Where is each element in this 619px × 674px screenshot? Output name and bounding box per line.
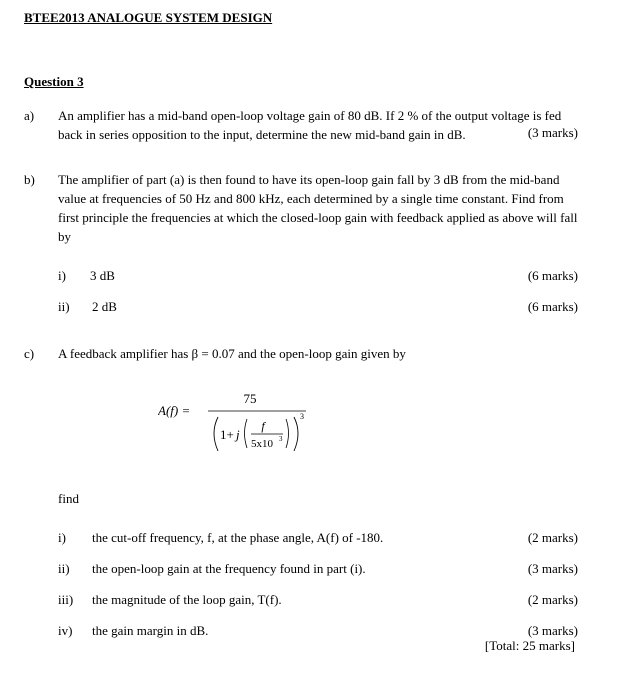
part-c-item-1-text: the cut-off frequency, f, at the phase angle, A(f) of -180. [92, 530, 384, 545]
formula-denom: 5x10 [251, 438, 273, 450]
formula-numerator: 75 [243, 391, 257, 406]
part-a-body: An amplifier has a mid-band open-loop voltage gain of 80 dB. If 2 % of the output voltage is fed back in series opposition to the input, determine the new mid-band gain in dB. [58, 108, 562, 142]
gain-formula [158, 385, 328, 455]
part-c-item-3-num: iii) [58, 592, 74, 607]
course-title: BTEE2013 ANALOGUE SYSTEM DESIGN [24, 10, 273, 25]
part-b-item-1-text: 3 dB [90, 268, 115, 283]
part-c-item-4-text: the gain margin in dB. [92, 623, 209, 638]
inner-paren-right [286, 419, 289, 448]
outer-paren-left [214, 417, 218, 451]
formula-one: 1+ [220, 427, 234, 442]
part-b-item-1-num: i) [58, 268, 66, 283]
formula-j: j [236, 427, 240, 442]
find-label: find [58, 491, 79, 506]
formula-f: f [261, 419, 265, 433]
part-c-item-2-marks: (3 marks) [527, 561, 578, 576]
part-c-item-1-num: i) [58, 530, 66, 545]
part-b-item-1-marks: (6 marks) [527, 268, 578, 283]
part-b-label: b) [24, 172, 35, 187]
part-a-label: a) [24, 108, 35, 123]
part-c-item-1-marks: (2 marks) [527, 530, 578, 545]
part-c-item-2-text: the open-loop gain at the frequency found in part (i). [92, 561, 366, 576]
part-b-text: The amplifier of part (a) is then found to have its open-loop gain fall by 3 dB from the mid-band value at frequencies of 50 Hz and 800 kHz, each determined by a single time constant. Find from first principle the frequencies at which the closed-loop gain with feedback applied as above will fall by [58, 172, 578, 244]
part-c-item-3-text: the magnitude of the loop gain, T(f). [92, 592, 282, 607]
question-title: Question 3 [24, 74, 84, 89]
part-c-label: c) [24, 346, 35, 361]
part-c-item-2-num: ii) [58, 561, 70, 576]
inner-paren-left [245, 419, 248, 448]
outer-paren-right [294, 417, 298, 451]
part-b-item-2-marks: (6 marks) [527, 299, 578, 314]
part-b-item-2-num: ii) [58, 299, 70, 314]
part-c-item-3-marks: (2 marks) [527, 592, 578, 607]
part-b-item-2-text: 2 dB [92, 299, 117, 314]
formula-power: 3 [300, 412, 304, 421]
formula-lhs: A(f) = [158, 403, 191, 418]
part-c-item-4-marks: (3 marks) [527, 623, 578, 638]
gain-formula-svg [158, 385, 328, 457]
part-c-item-4-num: iv) [58, 623, 73, 638]
part-c-text: A feedback amplifier has β = 0.07 and the open-loop gain given by [58, 346, 406, 361]
formula-denom-exp: 3 [279, 435, 283, 443]
part-a-marks: (3 marks) [527, 125, 578, 140]
total-marks: [Total: 25 marks] [484, 638, 575, 653]
part-a-text [58, 106, 578, 144]
